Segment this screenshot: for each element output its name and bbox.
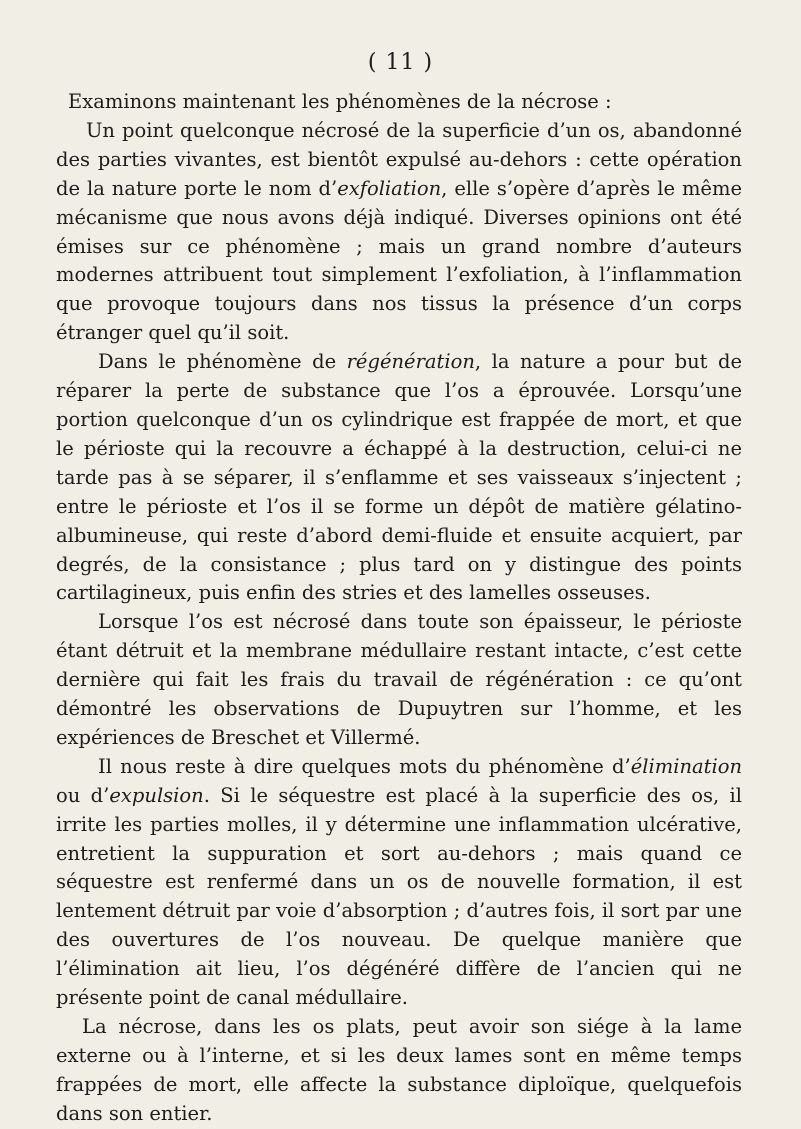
paragraph-1 <box>56 88 742 117</box>
paragraph-3 <box>56 348 742 608</box>
paragraph-4 <box>56 608 742 753</box>
body-text <box>56 88 742 1129</box>
paragraph-text: , elle s’opère d’après le même mécanisme que nous avons déjà indiqué. Diverses opinions ont été émises sur ce phénomène ; mais un grand nombre d’auteurs modernes attribuent tout simplement l’exfoliation, à l’inflammation que provoque toujours dans nos tissus la présence d’un corps étranger quel qu’il soit. <box>56 176 742 345</box>
paragraph-text: Lorsque l’os est nécrosé dans toute son épaisseur, le périoste étant détruit et la membrane médullaire restant intacte, c’est cette dernière qui fait les frais du travail de régénération : ce qu’ont démontré les observations de Dupuytren sur l’homme, et les expériences de Breschet et Villermé. <box>56 610 742 749</box>
italic-term: régénération <box>346 350 475 374</box>
paragraph-6 <box>56 1013 742 1129</box>
paragraph-text: ou d’ <box>56 783 110 807</box>
paragraph-text: Il nous reste à dire quelques mots du phénomène d’ <box>98 754 631 778</box>
italic-term: expulsion <box>109 783 204 807</box>
paragraph-text: Un point quelconque nécrosé de la superficie d’un os, abandonné des parties vivantes, est bientôt expulsé au-dehors : cette opération de la nature porte le nom d’ <box>56 118 742 200</box>
paragraph-text: La nécrose, dans les os plats, peut avoir son siége à la lame externe ou à l’interne, et si les deux lames sont en même temps frappées de mort, elle affecte la substance diploïque, quelquefois dans son entier. <box>56 1015 742 1125</box>
paragraph-5 <box>56 753 742 1013</box>
paragraph-2 <box>56 117 742 348</box>
paragraph-text: . Si le séquestre est placé à la superficie des os, il irrite les parties molles, il y détermine une inflammation ulcérative, entretient la suppuration et sort au-dehors ; mais quand ce séquestre est renfermé dans un os de nouvelle formation, il est lentement détruit par voie d’absorption ; d’autres fois, il sort par une des ouvertures de l’os nouveau. De quelque manière que l’élimination ait lieu, l’os dégénéré diffère de l’ancien qui ne présente point de canal médullaire. <box>56 783 742 1010</box>
paragraph-text: Dans le phénomène de <box>98 350 347 374</box>
italic-term: exfoliation <box>337 176 442 200</box>
italic-term: élimination <box>630 754 742 778</box>
page-number: ( 11 ) <box>367 50 434 75</box>
paragraph-text: , la nature a pour but de réparer la perte de substance que l’os a éprouvée. Lorsqu’une portion quelconque d’un os cylindrique est frappée de mort, et que le périoste qui la recouvre a échappé à la destruction, celui-ci ne tarde pas à se séparer, il s’enflamme et ses vaisseaux s’injectent ; entre le périoste et l’os il se forme un dépôt de matière gélatino-albumineuse, qui reste d’abord demi-fluide et ensuite acquiert, par degrés, de la consistance ; plus tard on y distingue des points cartilagineux, puis enfin des stries et des lamelles osseuses. <box>56 350 742 605</box>
paragraph-text: Examinons maintenant les phénomènes de la nécrose : <box>68 90 612 113</box>
